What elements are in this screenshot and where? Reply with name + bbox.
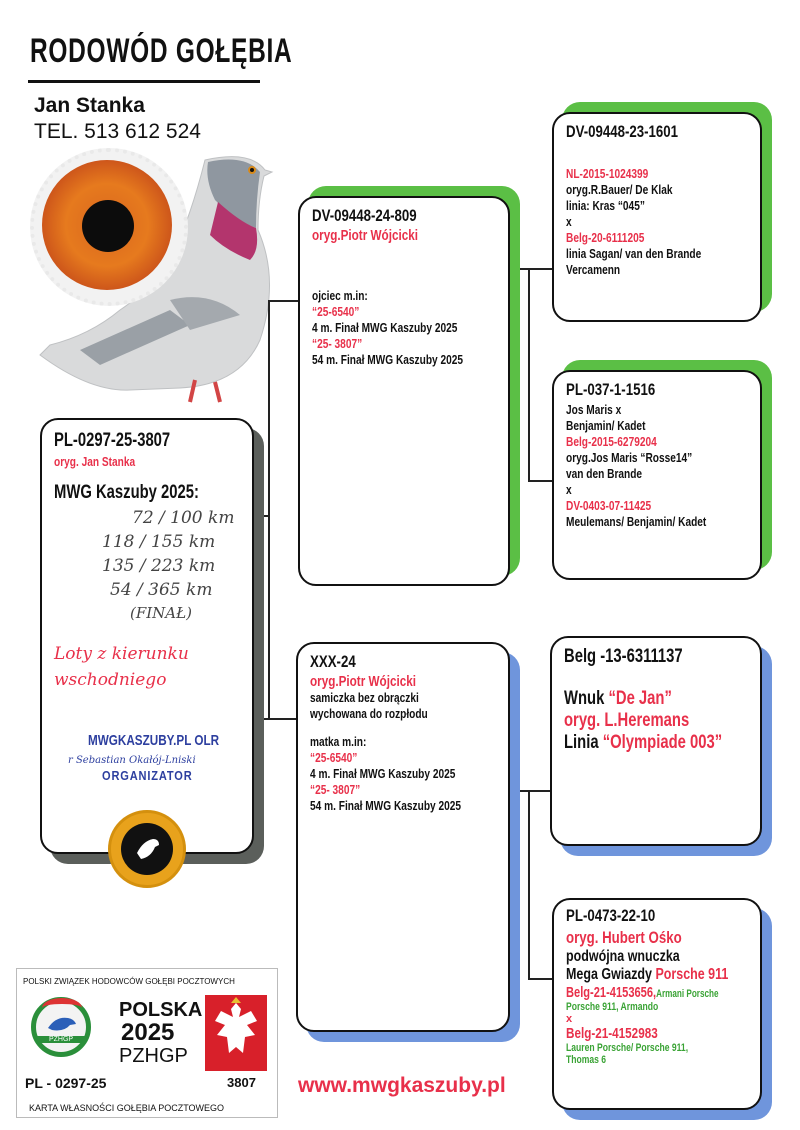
result-item: 135 / 223 km	[102, 556, 216, 576]
mother-r1-note: 4 m. Finał MWG Kaszuby 2025	[310, 766, 456, 781]
pigeon-icon	[131, 833, 165, 867]
results-list	[54, 508, 240, 622]
pzhgp-logo: PZHGP	[31, 997, 91, 1057]
note-red-1: Loty z kierunku	[54, 644, 189, 664]
connector-mother-vertical	[528, 790, 530, 980]
card-ring-left: PL - 0297-25	[25, 1075, 107, 1091]
result-item: 54 / 365 km	[110, 580, 213, 600]
title-underline	[28, 80, 260, 83]
connector-main-vertical	[268, 300, 270, 720]
card-footer: KARTA WŁASNOŚCI GOŁĘBIA POCZTOWEGO	[29, 1103, 225, 1113]
page-title: RODOWÓD GOŁĘBIA	[30, 32, 293, 70]
father-ring: DV-09448-24-809	[312, 206, 417, 225]
mother-label: matka m.in:	[310, 734, 367, 749]
mother-r2: “25- 3807”	[310, 782, 361, 797]
paternal-grandmother-card: PL-037-1-1516 Jos Maris x Benjamin/ Kadet Belg-2015-6279204 oryg.Jos Maris “Rosse14” van den Brande x DV-0403-07-11425 Meulemans/ Benjamin/ Kadet	[552, 370, 762, 580]
connector-father-fm	[528, 480, 553, 482]
website-link[interactable]: www.mwgkaszuby.pl	[298, 1074, 506, 1097]
eye-pupil	[82, 200, 134, 252]
mother-r1: “25-6540”	[310, 750, 358, 765]
ownership-card	[16, 968, 278, 1118]
mother-line-2: wychowana do rozpłodu	[310, 706, 428, 721]
connector-father-vertical	[528, 268, 530, 482]
result-item: (FINAŁ)	[130, 604, 193, 622]
organizer-stamp: MWGKASZUBY.PL OLR r Sebastian Okałój-Lniski ORGANIZATOR	[68, 732, 220, 783]
card-ring-right: 3807	[227, 1075, 256, 1090]
father-r2: “25- 3807”	[312, 336, 363, 351]
father-label: ojciec m.in:	[312, 288, 368, 303]
club-seal-logo	[108, 810, 186, 888]
mother-origin: oryg.Piotr Wójcicki	[310, 673, 416, 690]
pgf-ring: DV-09448-23-1601	[566, 122, 679, 141]
main-origin: oryg. Jan Stanka	[54, 454, 136, 469]
pgm-ring: PL-037-1-1516	[566, 380, 656, 399]
mother-line-1: samiczka bez obrączki	[310, 690, 419, 705]
connector-main-father	[268, 300, 300, 302]
result-item: 118 / 155 km	[102, 532, 216, 552]
card-abbr: PZHGP	[119, 1045, 188, 1067]
father-r1: “25-6540”	[312, 304, 360, 319]
main-subtitle: MWG Kaszuby 2025:	[54, 482, 199, 503]
card-year: 2025	[121, 1019, 175, 1046]
father-r2-note: 54 m. Finał MWG Kaszuby 2025	[312, 352, 464, 367]
org-name: POLSKI ZWIĄZEK HODOWCÓW GOŁĘBI POCZTOWYCH	[23, 977, 235, 986]
father-card	[298, 196, 510, 586]
mother-card	[296, 642, 510, 1032]
father-origin: oryg.Piotr Wójcicki	[312, 227, 418, 244]
connector-mother-mm	[528, 978, 553, 980]
mother-ring: XXX-24	[310, 652, 356, 671]
connector-main-mid	[252, 515, 270, 517]
connector-main-mother	[252, 718, 300, 720]
main-ring: PL-0297-25-3807	[54, 430, 171, 451]
card-country: POLSKA	[119, 999, 203, 1021]
owner-phone: TEL. 513 612 524	[34, 120, 201, 143]
connector-father-ff	[508, 268, 553, 270]
note-red-2: wschodniego	[54, 670, 167, 690]
main-pigeon-card	[40, 418, 254, 854]
maternal-grandfather-card: Belg -13-6311137 Wnuk “De Jan” oryg. L.Heremans Linia “Olympiade 003”	[550, 636, 762, 846]
mother-r2-note: 54 m. Finał MWG Kaszuby 2025	[310, 798, 462, 813]
result-item: 72 / 100 km	[132, 508, 235, 528]
connector-mother-mf	[508, 790, 553, 792]
maternal-grandmother-card: PL-0473-22-10 oryg. Hubert Ośko podwójna wnuczka Mega Gwiazdy Porsche 911 Belg-21-4153656,Armani Porsche Porsche 911, Armando x Belg-21-4152983 Lauren Porsche/ Porsche 911, Thomas 6	[552, 898, 762, 1110]
mgf-ring: Belg -13-6311137	[564, 646, 683, 667]
father-r1-note: 4 m. Finał MWG Kaszuby 2025	[312, 320, 458, 335]
owner-name: Jan Stanka	[34, 94, 145, 117]
paternal-grandfather-card: DV-09448-23-1601 NL-2015-1024399 oryg.R.Bauer/ De Klak linia: Kras “045” x Belg-20-6111205 linia Sagan/ van den Brande Vercamenn	[552, 112, 762, 322]
mgm-ring: PL-0473-22-10	[566, 906, 656, 925]
polish-eagle-icon	[205, 995, 267, 1071]
dove-icon	[46, 1014, 78, 1034]
